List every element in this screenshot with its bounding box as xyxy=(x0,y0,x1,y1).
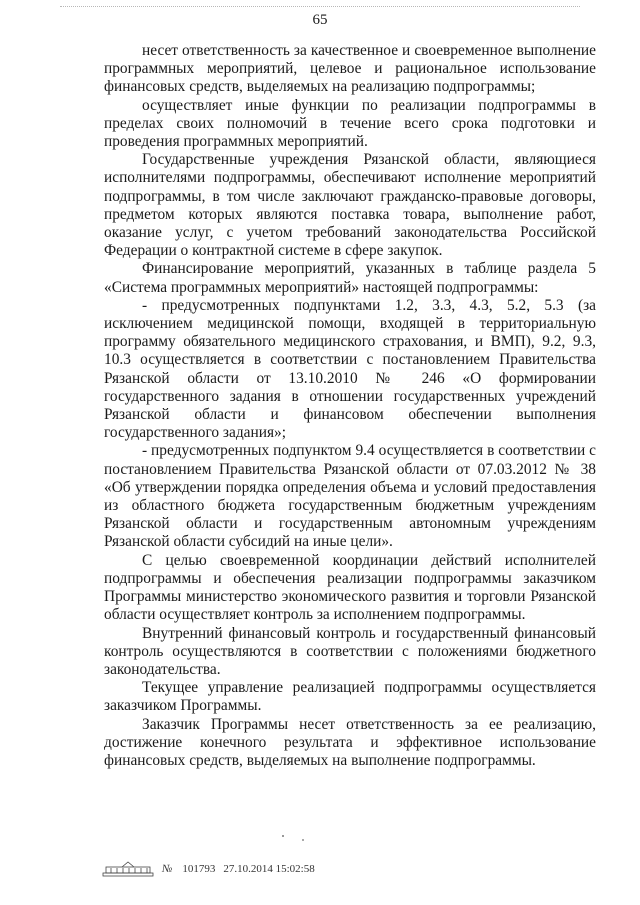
paragraph-financial-control: Внутренний финансовый контроль и государственный финансовый контроль осуществляются в соответствии с положениями бюджетного законодательства. xyxy=(104,624,596,678)
scan-speck xyxy=(282,835,284,837)
paragraph-financing-item-2: - предусмотренных подпунктом 9.4 осуществляется в соответствии с постановлением Правительства Рязанской области от 07.03.2012 № 38 «Об утверждении порядка определения объема и условий предоставления из областного бюджета государственным бюджетным учреждениям Рязанской области и государственным автономным учреждениям Рязанской области субсидий на иные цели». xyxy=(104,442,596,551)
paragraph-financing-item-1: - предусмотренных подпунктами 1.2, 3.3, 4.3, 5.2, 5.3 (за исключением медицинской помощи, входящей в территориальную программу обязательного медицинского страхования, и ВМП), 9.2, 9.3, 10.3 осуществляется в соответствии с постановлением Правительства Рязанской области от 13.10.2010 № 246 «О формировании государственного задания в отношении государственных учреждений Рязанской области и финансовом обеспечении выполнения государственного задания»; xyxy=(104,296,596,442)
document-footer xyxy=(102,860,315,878)
document-body xyxy=(104,42,596,770)
paragraph-coordination: С целью своевременной координации действий исполнителей подпрограммы и обеспечения реализации подпрограммы заказчиком Программы министерство экономического развития и торговли Рязанской области осуществляет контроль за исполнением подпрограммы. xyxy=(104,551,596,624)
paragraph-financing: Финансирование мероприятий, указанных в таблице раздела 5 «Система программных мероприятий» настоящей подпрограммы: xyxy=(104,260,596,296)
building-stamp-icon xyxy=(102,861,154,877)
doc-datetime: 27.10.2014 15:02:58 xyxy=(223,863,315,875)
scan-speck xyxy=(302,839,304,841)
paragraph-responsibility: несет ответственность за качественное и своевременное выполнение программных мероприятий, целевое и рациональное использование финансовых средств, выделяемых на реализацию подпрограммы; xyxy=(104,42,596,96)
paragraph-customer-responsibility: Заказчик Программы несет ответственность за ее реализацию, достижение конечного результата и эффективное использование финансовых средств, выделяемых на выполнение подпрограммы. xyxy=(104,715,596,769)
page-number: 65 xyxy=(312,12,328,28)
doc-number-mark: № xyxy=(162,863,173,875)
doc-number: 101793 xyxy=(182,863,216,875)
paragraph-other-functions: осуществляет иные функции по реализации подпрограммы в пределах своих полномочий в течение всего срока подготовки и проведения программных мероприятий. xyxy=(104,96,596,151)
paragraph-current-management: Текущее управление реализацией подпрограммы осуществляется заказчиком Программы. xyxy=(104,679,596,715)
scan-artifact-line xyxy=(60,6,580,7)
paragraph-state-institutions: Государственные учреждения Рязанской области, являющиеся исполнителями подпрограммы, обеспечивают исполнение мероприятий подпрограммы, в том числе заключают гражданско-правовые договоры, предметом которых являются поставка товара, выполнение работ, оказание услуг, с учетом требований законодательства Российской Федерации о контрактной системе в сфере закупок. xyxy=(104,151,596,260)
